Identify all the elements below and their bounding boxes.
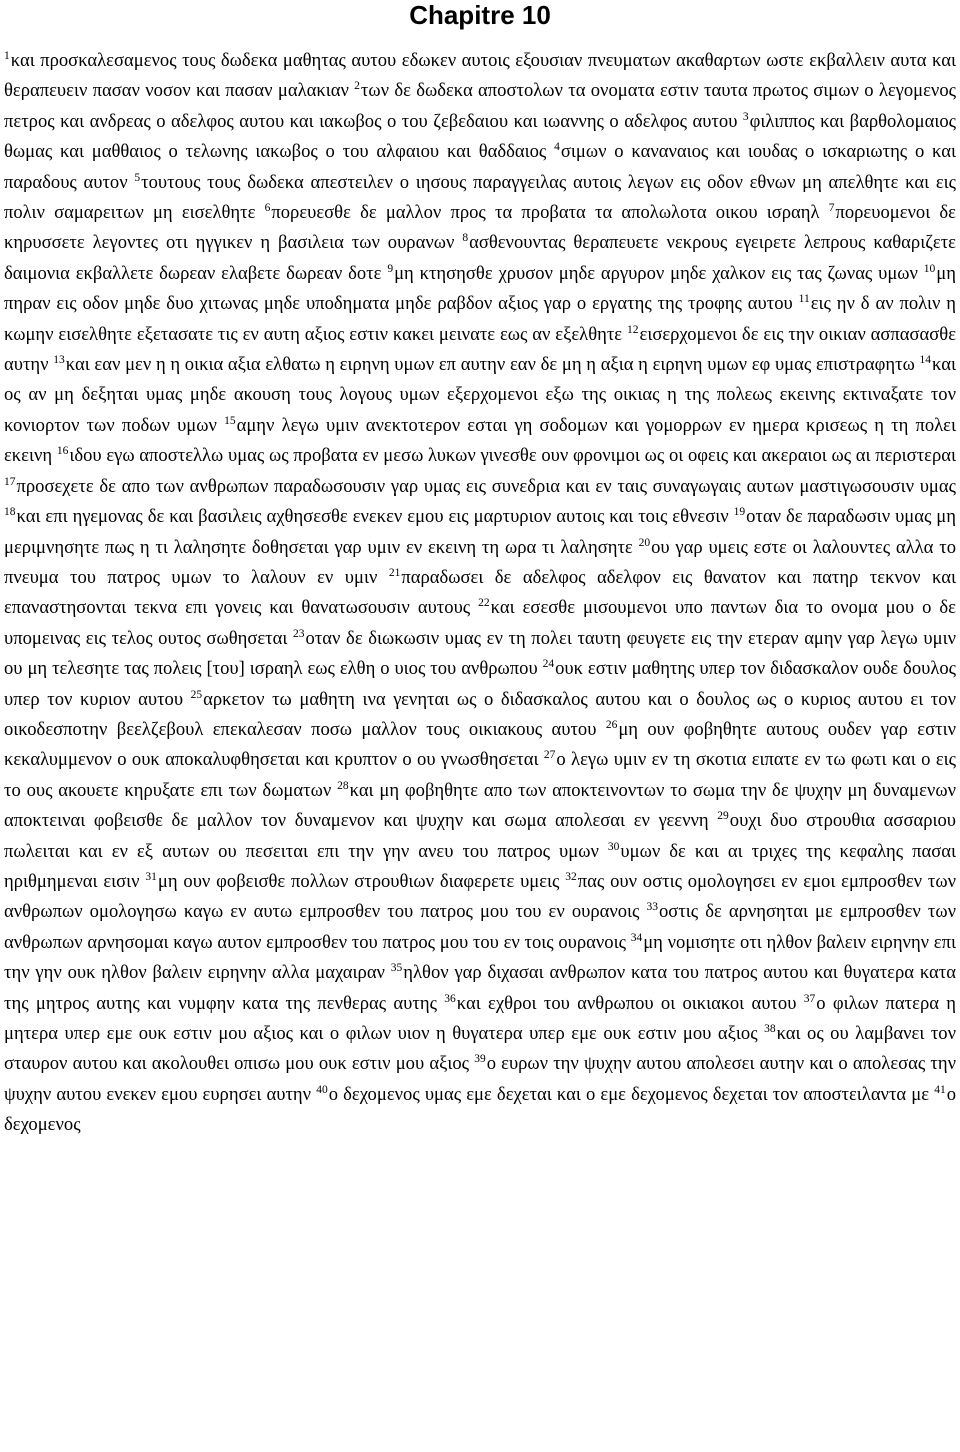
verse: [4, 476, 956, 497]
verse-text: μη νομισητε οτι ηλθον βαλειν ειρηνην επι την γην ουκ ηλθον βαλειν ειρηνην αλλα μαχαιραν: [4, 931, 956, 984]
verse-text: παραδωσει δε αδελφος αδελφον εις θανατον και πατηρ τεκνον και επαναστησονται τεκνα επι γονεις και θανατωσουσιν αυτους: [4, 566, 956, 619]
verse-number: 21: [388, 566, 401, 579]
verse-text: και ος αν μη δεξηται υμας μηδε ακουση τους λογους υμων εξερχομενοι εξω της οικιας η της πολεως εκεινης εκτιναξατε τον κονιορτον των ποδων υμων: [4, 354, 956, 436]
verse-text: και μη φοβηθητε απο των αποκτεινοντων το σωμα την δε ψυχην μη δυναμενων αποκτειναι φοβεισθε δε μαλλον τον δυναμενον και ψυχην και σωμα απολεσαι εν γεεννη: [4, 779, 956, 832]
verse-number: 5: [134, 171, 141, 184]
verse-number: 7: [828, 202, 835, 215]
verse-text: ο φιλων πατερα η μητερα υπερ εμε ουκ εστιν μου αξιος και ο φιλων υιον η θυγατερα υπερ εμε ουκ εστιν μου αξιος: [4, 992, 956, 1044]
verse-text: μη πηραν εις οδον μηδε δυο χιτωνας μηδε υποδηματα μηδε ραβδον αξιος γαρ ο εργατης της τροφης αυτου: [4, 262, 956, 315]
verse-number: 19: [733, 506, 746, 519]
verse-text: ουκ εστιν μαθητης υπερ τον διδασκαλον ουδε δουλος υπερ τον κυριον αυτου: [4, 658, 956, 710]
verse-number: 20: [638, 536, 651, 549]
verse-text: μη κτησησθε χρυσον μηδε αργυρον μηδε χαλκον εις τας ζωνας υμων: [394, 262, 918, 284]
verse-text: οταν δε διωκωσιν υμας εν τη πολει ταυτη φευγετε εις την ετεραν αμην γαρ λεγω υμιν ου μη τελεσητε τας πολεις [του] ισραηλ εως ελθη ο υιος του ανθρωπου: [4, 627, 957, 680]
verse-number: 14: [919, 354, 932, 367]
verse-number: 27: [543, 749, 556, 762]
verse-text: μη ουν φοβηθητε αυτους ουδεν γαρ εστιν κεκαλυμμενον ο ουκ αποκαλυφθησεται και κρυπτον ο ου γνωσθησεται: [4, 718, 956, 771]
verse-number: 28: [337, 779, 349, 792]
verse-number: 41: [934, 1083, 946, 1096]
verse-number: 40: [316, 1083, 328, 1096]
verse-text: και εσεσθε μισουμενοι υπο παντων δια το ονομα μου ο δε υπομεινας εις τελος ουτος σωθησεται: [4, 597, 956, 649]
verse-text: ουχι δυο στρουθια ασσαριου πωλειται και εν εξ αυτων ου πεσειται επι την γην ανευ του πατρος υμων: [4, 810, 956, 862]
verse-text: ο δεχομενος υμας εμε δεχεται και ο εμε δεχομενος δεχεται τον αποστειλαντα με: [328, 1083, 930, 1105]
verse-number: 8: [462, 232, 469, 245]
verse-number: 25: [190, 688, 203, 701]
verse-text: οστις δε αρνησηται με εμπροσθεν των ανθρωπων αρνησομαι καγω αυτον εμπροσθεν του πατρος μου του εν τοις ουρανοις: [4, 901, 956, 953]
verse-text: ο δεχομενος: [4, 1083, 957, 1136]
verse-text: και εχθροι του ανθρωπου οι οικιακοι αυτου: [456, 992, 797, 1014]
verse-number: 2: [354, 80, 360, 93]
verse-text: υμων δε και αι τριχες της κεφαλης πασαι ηριθμημεναι εισιν: [4, 840, 956, 892]
verse-number: 22: [478, 597, 490, 610]
verse: [4, 506, 729, 527]
verse-text: σιμων ο καναναιος και ιουδας ο ισκαριωτης ο και παραδους αυτον: [4, 141, 957, 193]
verse-text: και προσκαλεσαμενος τους δωδεκα μαθητας αυτου εδωκεν αυτοις εξουσιαν πνευματων ακαθαρτων ωστε εκβαλλειν αυτα και θεραπευειν πασαν νοσον και πασαν μαλακιαν: [4, 50, 956, 102]
verse-number: 34: [630, 931, 643, 944]
chapter-text: [4, 46, 956, 1141]
verse-text: και επι ηγεμονας δε και βασιλεις αχθησεσθε ενεκεν εμου εις μαρτυριον αυτοις και τοις εθνεσιν: [16, 506, 729, 528]
verse-number: 37: [803, 992, 816, 1005]
verse: [444, 993, 796, 1014]
verse-text: των δε δωδεκα αποστολων τα ονοματα εστιν ταυτα πρωτος σιμων ο λεγομενος πετρος και ανδρεας ο αδελφος αυτου και ιακωβος ο του ζεβεδαιου και ιωαννης ο αδελφος αυτου: [4, 80, 956, 132]
verse-number: 13: [53, 354, 65, 367]
verse-text: εισερχομενοι δε εις την οικιαν ασπασασθε αυτην: [4, 323, 957, 376]
verse-number: 26: [605, 718, 618, 731]
verse-number: 1: [4, 50, 10, 62]
verse-number: 29: [717, 810, 729, 823]
verse-text: φιλιππος και βαρθολομαιος θωμας και μαθθαιος ο τελωνης ιακωβος ο του αλφαιου και θαδδαιος: [4, 110, 956, 163]
verse-number: 30: [607, 840, 620, 853]
verse-text: οταν δε παραδωσιν υμας μη μεριμνησητε πως η τι λαλησητε δοθησεται γαρ υμιν εν εκεινη τη ωρα τι λαλησητε: [4, 506, 957, 558]
verse-text: ου γαρ υμεις εστε οι λαλουντες αλλα το πνευμα του πατρος υμων το λαλουν εν υμιν: [4, 536, 957, 588]
verse: [57, 445, 956, 466]
verse-text: ηλθον γαρ διχασαι ανθρωπον κατα του πατρος αυτου και θυγατερα κατα της μητρος αυτης και νυμφην κατα της πενθερας αυτης: [4, 962, 956, 1014]
verse: [53, 354, 915, 375]
verse-text: μη ουν φοβεισθε πολλων στρουθιων διαφερετε υμεις: [157, 870, 560, 892]
chapter-title: Chapitre 10: [409, 0, 551, 30]
verse-number: 39: [474, 1053, 486, 1066]
verse: [265, 202, 820, 223]
verse-number: 24: [542, 658, 555, 671]
verse-number: 15: [224, 414, 236, 427]
verse-number: 23: [293, 627, 305, 640]
verse-number: 38: [764, 1023, 776, 1035]
verse: [387, 263, 918, 284]
verse-text: και εαν μεν η η οικια αξια ελθατω η ειρηνη υμων επ αυτην εαν δε μη η αξια η ειρηνη υμων εφ υμας επιστραφητω: [65, 354, 915, 376]
verse-text: αρκετον τω μαθητη ινα γενηται ως ο διδασκαλος αυτου και ο δουλος ως ο κυριος αυτου ει τον οικοδεσποτην βεελζεβουλ επεκαλεσαν ποσω μαλλον τους οικιακους αυτου: [4, 688, 956, 740]
verse-number: 33: [646, 901, 658, 914]
verse-text: προσεχετε δε απο των ανθρωπων παραδωσουσιν γαρ υμας εις συνεδρια και εν ταις συναγωγαις αυτων μαστιγωσουσιν υμας: [16, 475, 956, 497]
verse: [316, 1084, 929, 1105]
verse-number: 12: [627, 323, 639, 336]
verse-number: 36: [444, 992, 456, 1005]
verse-number: 4: [554, 141, 560, 154]
verse-text: αμην λεγω υμιν ανεκτοτερον εσται γη σοδομων και γομορρων εν ημερα κρισεως η τη πολει εκεινη: [4, 414, 956, 467]
verse-number: 31: [145, 870, 157, 883]
verse-text: ο λεγω υμιν εν τη σκοτια ειπατε εν τω φωτι και ο εις το ους ακουετε κηρυξατε επι των δωματων: [4, 749, 957, 801]
verse-number: 16: [56, 445, 69, 458]
verse-text: πορευομενοι δε κηρυσσετε λεγοντες οτι ηγγικεν η βασιλεια των ουρανων: [4, 202, 956, 254]
verse-number: 9: [387, 262, 394, 275]
verse-number: 35: [390, 962, 403, 975]
verse-number: 17: [4, 475, 16, 488]
verse-text: ο ευρων την ψυχην αυτου απολεσει αυτην και ο απολεσας την ψυχην αυτου ενεκεν εμου ευρησει αυτην: [4, 1053, 956, 1105]
verse-text: πας ουν οστις ομολογησει εν εμοι εμπροσθεν των ανθρωπων ομολογησω καγω εν αυτω εμπροσθεν του πατρος μου του εν ουρανοις: [4, 870, 956, 923]
verse-text: ασθενουντας θεραπευετε νεκρους εγειρετε λεπρους καθαριζετε δαιμονια εκβαλλετε δωρεαν ελαβετε δωρεαν δοτε: [4, 232, 956, 284]
verse-text: και ος ου λαμβανει τον σταυρον αυτου και ακολουθει οπισω μου ουκ εστιν μου αξιος: [4, 1023, 956, 1075]
verse: [145, 871, 559, 892]
verse-number: 11: [798, 293, 810, 306]
verse-number: 18: [4, 506, 16, 519]
verse-number: 32: [565, 870, 577, 883]
verse-number: 3: [742, 110, 749, 123]
verse-number: 10: [923, 262, 936, 275]
verse-number: 6: [264, 202, 271, 215]
verse-text: ιδου εγω αποστελλω υμας ως προβατα εν μεσω λυκων γινεσθε ουν φρονιμοι ως οι οφεις και ακεραιοι ως αι περιστεραι: [69, 445, 957, 467]
verse-text: τουτους τους δωδεκα απεστειλεν ο ιησους παραγγειλας αυτοις λεγων εις οδον εθνων μη απελθητε και εις πολιν σαμαρειτων μη εισελθητε: [4, 171, 956, 224]
verse-text: εις ην δ αν πολιν η κωμην εισελθητε εξετασατε τις εν αυτη αξιος εστιν κακει μεινατε εως αν εξελθητε: [4, 293, 956, 345]
verse-text: πορευεσθε δε μαλλον προς τα προβατα τα απολωλοτα οικου ισραηλ: [271, 202, 820, 224]
